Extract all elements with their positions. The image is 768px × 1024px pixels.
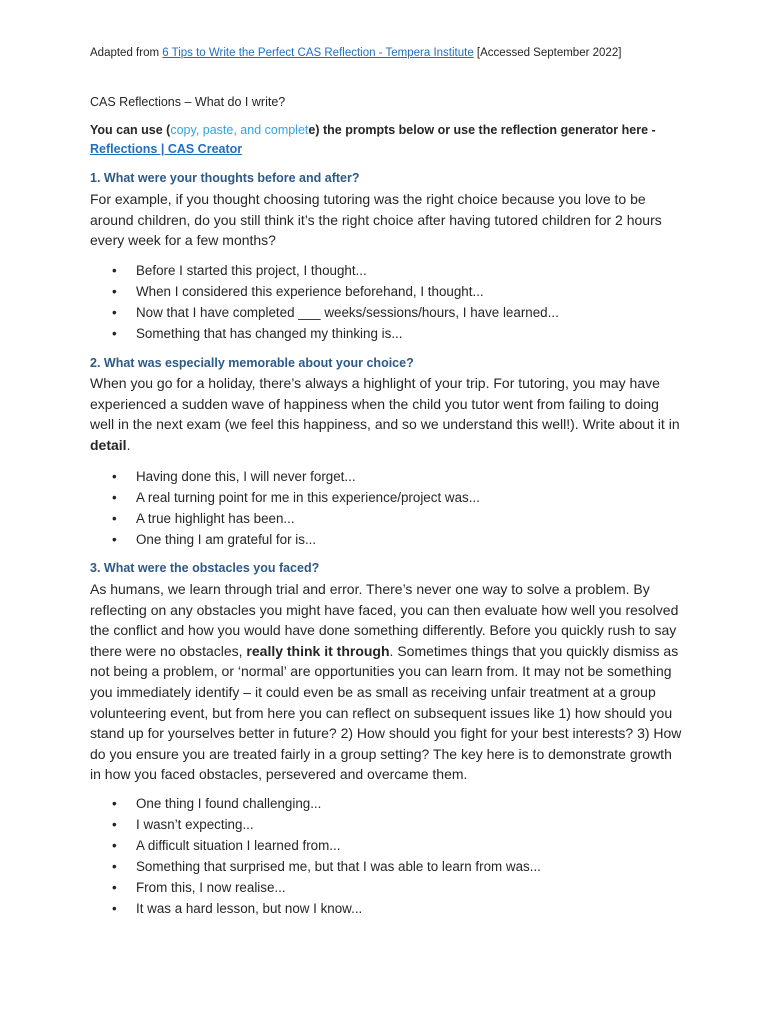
prompt-text: A true highlight has been... [136, 511, 295, 526]
prompt-text: From this, I now realise... [136, 880, 286, 895]
prompt-text: Something that has changed my thinking is... [136, 326, 403, 341]
section-3-paragraph-tail: . Sometimes things that you quickly dismiss as not being a problem, or ‘normal’ are opportunities you can learn from. It may not be something you immediately identify – it could even be as small as receiving unfair treatment at a group volunteering event, but from here you can reflect on subsequent issues like 1) how should you stand up for yourselves better in future? 2) How should you fight for your best interests? 3) How do you ensure you are treated fairly in a group setting? The key here is to demonstrate growth in how you faced obstacles, persevered and overcame them. [90, 642, 682, 783]
prompt-text: Having done this, I will never forget... [136, 469, 356, 484]
intro-text-2: e) the prompts below or use the reflection generator here - [308, 123, 656, 137]
bullet-icon: • [112, 469, 117, 484]
document-title: CAS Reflections – What do I write? [90, 95, 286, 109]
section-3-paragraph-bold: really think it through [246, 642, 390, 659]
prompt-text: When I considered this experience beforehand, I thought... [136, 284, 484, 299]
bullet-icon: • [112, 838, 117, 853]
section-1-heading: 1. What were your thoughts before and after? [90, 171, 360, 185]
source-link[interactable]: 6 Tips to Write the Perfect CAS Reflection - Tempera Institute [162, 47, 474, 59]
bullet-icon: • [112, 817, 117, 832]
list-item [90, 508, 480, 529]
section-2-paragraph-bold: detail [90, 436, 127, 453]
section-1-paragraph-text: For example, if you thought choosing tutoring was the right choice because you love to be around children, do you still think it’s the right choice after having tutored children for 2 hours every week for a few months? [90, 191, 662, 249]
list-item [90, 260, 559, 281]
list-item [90, 466, 480, 487]
prompt-text: One thing I am grateful for is... [136, 532, 317, 547]
prompt-text: I wasn’t expecting... [136, 817, 254, 832]
bullet-icon: • [112, 511, 117, 526]
section-2-prompts [90, 466, 480, 550]
prompt-text: Something that surprised me, but that I was able to learn from was... [136, 859, 541, 874]
list-item [90, 323, 559, 344]
list-item [90, 487, 480, 508]
bullet-icon: • [112, 284, 117, 299]
source-citation [90, 47, 621, 59]
bullet-icon: • [112, 532, 117, 547]
list-item [90, 856, 541, 877]
prompt-text: It was a hard lesson, but now I know... [136, 901, 363, 916]
list-item [90, 814, 541, 835]
bullet-icon: • [112, 796, 117, 811]
list-item [90, 835, 541, 856]
section-3-prompts [90, 793, 541, 919]
list-item [90, 793, 541, 814]
source-suffix: [Accessed September 2022] [473, 47, 622, 59]
prompt-text: A real turning point for me in this experience/project was... [136, 490, 480, 505]
list-item [90, 529, 480, 550]
section-1-paragraph [90, 189, 686, 251]
prompt-text: Before I started this project, I thought... [136, 263, 367, 278]
section-3-paragraph-text: As humans, we learn through trial and error. There’s never one way to solve a problem. By reflecting on any obstacles you might have faced, you can then evaluate how well you resolved the conflict and how you would have done something differently. Before you quickly rush to say there were no obstacles, [90, 581, 679, 659]
list-item [90, 281, 559, 302]
bullet-icon: • [112, 859, 117, 874]
section-2-paragraph [90, 373, 686, 455]
bullet-icon: • [112, 490, 117, 505]
prompt-text: One thing I found challenging... [136, 796, 322, 811]
list-item [90, 877, 541, 898]
section-3-paragraph [90, 579, 686, 785]
section-2-heading: 2. What was especially memorable about your choice? [90, 356, 414, 370]
section-3-heading: 3. What were the obstacles you faced? [90, 561, 320, 575]
intro-paragraph [90, 121, 656, 159]
list-item [90, 898, 541, 919]
source-prefix: Adapted from [90, 47, 163, 59]
intro-highlight: copy, paste, and complet [170, 123, 309, 137]
list-item [90, 302, 559, 323]
bullet-icon: • [112, 263, 117, 278]
prompt-text: A difficult situation I learned from... [136, 838, 341, 853]
bullet-icon: • [112, 326, 117, 341]
section-2-paragraph-tail: . [126, 436, 131, 453]
bullet-icon: • [112, 901, 117, 916]
bullet-icon: • [112, 305, 117, 320]
prompt-text: Now that I have completed ___ weeks/sessions/hours, I have learned... [136, 305, 559, 320]
reflections-generator-link[interactable]: Reflections | CAS Creator [90, 142, 243, 156]
section-1-prompts [90, 260, 559, 344]
bullet-icon: • [112, 880, 117, 895]
intro-text-1: You can use ( [90, 123, 171, 137]
section-2-paragraph-text: When you go for a holiday, there’s always a highlight of your trip. For tutoring, you may have experienced a sudden wave of happiness when the child you tutor went from failing to doing well in the next exam (we feel this happiness, and so we understand this well!). Write about it in [90, 375, 680, 433]
